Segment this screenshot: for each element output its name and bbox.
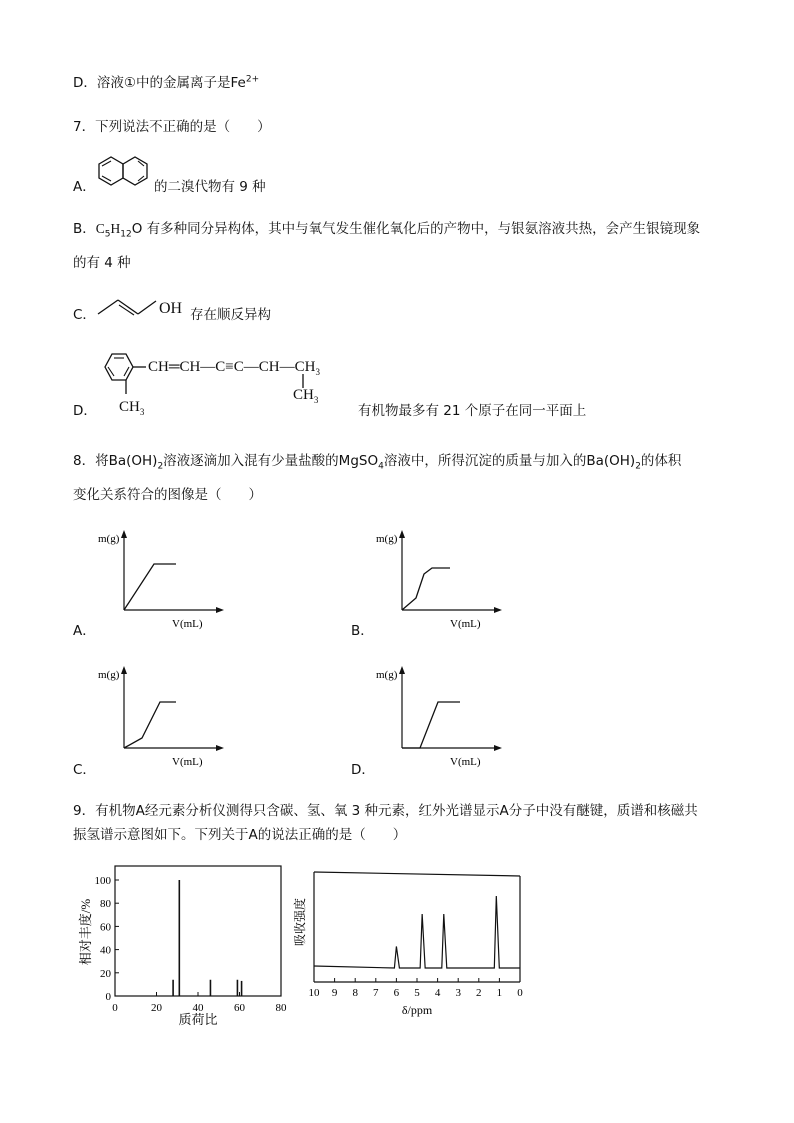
question-8-stem-continued: 变化关系符合的图像是（ ）: [73, 487, 262, 503]
q7-option-a-text: 的二溴代物有 9 种: [154, 179, 266, 195]
nmr-xtick-label: 8: [352, 987, 358, 999]
ms-ytick-label: 80: [100, 898, 111, 911]
nmr-trace-line: [314, 896, 520, 968]
q7-option-b-continued: 的有 4 种: [73, 255, 131, 271]
question-8-stem: 8．将$Ba(OH)_2$溶液逐滴加入混有少量盐酸的MgSO$_4$溶液中，所得沉淀的质量与加入的$Ba(OH)_2$的体积: [73, 453, 682, 472]
graph-a-xlabel: V(mL): [172, 618, 203, 630]
ms-ytick-label: 20: [100, 967, 111, 980]
graph-d-ylabel: m(g): [376, 669, 398, 681]
graph-a-ylabel: m(g): [98, 533, 120, 545]
question-9-stem-continued: 振氢谱示意图如下。下列关于A的说法正确的是（ ）: [73, 827, 407, 843]
ring-methyl-label: $CH_3$: [119, 399, 145, 417]
nmr-xtick-label: 5: [414, 987, 420, 999]
nmr-xtick-label: 1: [496, 987, 503, 999]
q8-option-a-label: A．: [73, 623, 96, 639]
ms-ylabel: 相对丰度/%: [78, 898, 93, 966]
nmr-xtick-label: 2: [476, 987, 482, 999]
ms-ytick-label: 0: [105, 991, 111, 1003]
ms-xtick-label: 60: [234, 1002, 245, 1014]
q7-option-a-label: A．: [73, 179, 96, 195]
nmr-xlabel: δ/ppm: [401, 1003, 433, 1017]
q7-option-c-text: 存在顺反异构: [190, 307, 271, 323]
q8-option-c-label: C．: [73, 762, 96, 778]
question-9-stem: 9．有机物A经元素分析仪测得只含碳、氢、氧 3 种元素，红外光谱显示A分子中没有醚键，质谱和核磁共: [73, 803, 698, 819]
nmr-xtick-label: 9: [331, 987, 338, 999]
q8-option-b-label: B．: [351, 623, 374, 639]
q8-graph-b: [374, 530, 524, 630]
hydroxyl-label: OH: [159, 300, 183, 317]
q8-option-d-label: D．: [351, 762, 375, 778]
q7-option-b: B．$C_5H_{12}O$ 有多种同分异构体，其中与氧气发生催化氧化后的产物中，与银氨溶液共热，会产生银镜现象: [73, 221, 701, 240]
alkenyne-chain: $CH═CH—C\equiv C—CH—CH_3$: [148, 359, 320, 377]
question-6-option-d: D．溶液①中的金属离子是$Fe^{2+}$: [73, 74, 260, 91]
q8-graph-d: [374, 666, 524, 768]
q8-graph-c: [96, 666, 246, 768]
ms-ytick-label: 100: [94, 875, 111, 887]
graph-c-ylabel: m(g): [98, 669, 120, 681]
nmr-xtick-label: 6: [393, 987, 400, 999]
nmr-xtick-label: 10: [308, 987, 320, 999]
ms-xtick-label: 20: [151, 1002, 162, 1014]
graph-c-xlabel: V(mL): [172, 756, 203, 768]
nmr-xtick-label: 0: [517, 987, 523, 999]
nmr-xtick-label: 4: [434, 987, 441, 999]
nmr-ylabel: 吸收强度: [293, 897, 307, 947]
question-7-stem: 7．下列说法不正确的是（ ）: [73, 119, 271, 135]
graph-b-ylabel: m(g): [376, 533, 398, 545]
q8-graph-a: [96, 530, 246, 630]
branch-methyl-label: $CH_3$: [293, 387, 319, 405]
toluene-ring-structure: [96, 350, 152, 402]
q7-option-d-text: 有机物最多有 21 个原子在同一平面上: [358, 403, 587, 419]
graph-b-xlabel: V(mL): [450, 618, 481, 630]
naphthalene-structure: [96, 154, 154, 190]
ms-xtick-label: 80: [275, 1002, 287, 1014]
q7-option-d-label: D．: [73, 403, 97, 419]
ms-ytick-label: 40: [100, 944, 111, 957]
q7-option-c-label: C．: [73, 307, 96, 323]
graph-d-xlabel: V(mL): [450, 756, 481, 768]
nmr-xtick-label: 7: [373, 987, 379, 999]
ms-ytick-label: 60: [100, 921, 111, 934]
ms-xtick-label: 40: [192, 1002, 204, 1014]
mass-spectrum-chart: [76, 860, 298, 1030]
ms-xtick-label: 0: [112, 1002, 118, 1014]
nmr-xtick-label: 3: [455, 987, 461, 999]
butenol-structure: [96, 292, 164, 320]
nmr-spectrum-chart: [284, 862, 534, 1018]
ms-xlabel: 质荷比: [178, 1012, 218, 1027]
